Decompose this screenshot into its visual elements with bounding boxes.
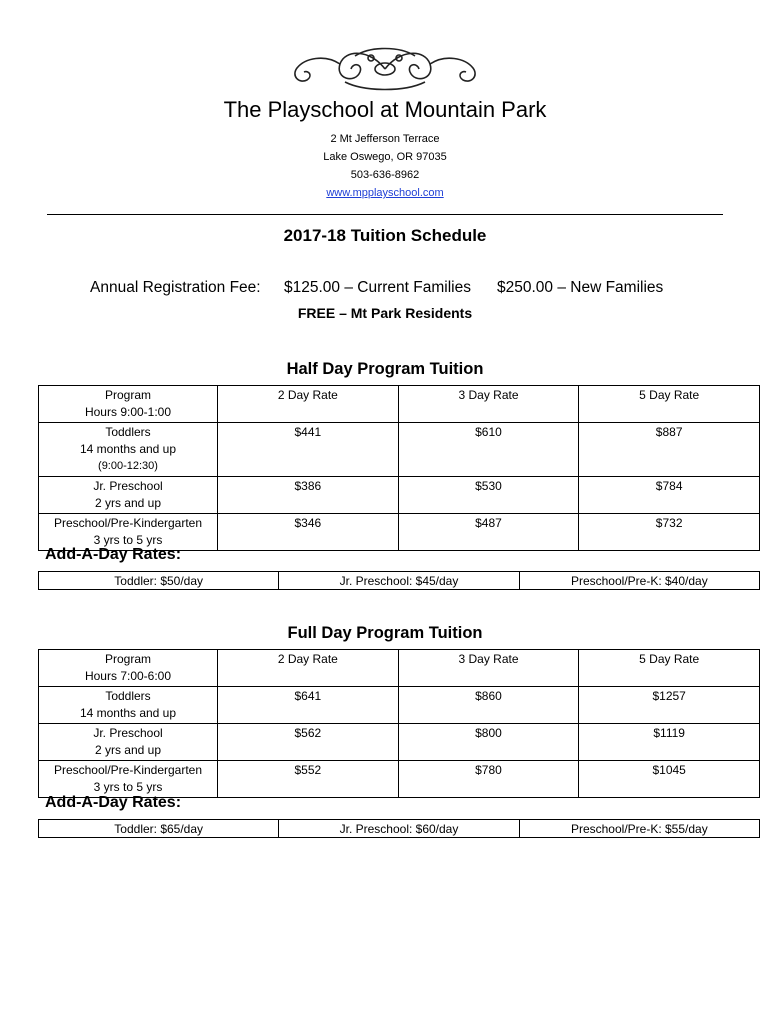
table-row	[39, 477, 760, 514]
rate-cell: $530	[398, 477, 579, 514]
column-header: 5 Day Rate	[579, 386, 760, 423]
column-header: 5 Day Rate	[579, 650, 760, 687]
program-age: 3 yrs to 5 yrs	[93, 780, 163, 794]
table-row	[39, 514, 760, 551]
table-row	[39, 423, 760, 477]
program-name: Toddlers	[105, 425, 151, 439]
rate-cell: $1257	[579, 687, 760, 724]
program-cell	[39, 477, 218, 514]
rate-cell: $780	[398, 761, 579, 798]
schedule-title: 2017-18 Tuition Schedule	[283, 226, 487, 245]
header-divider	[47, 214, 723, 215]
program-name: Jr. Preschool	[93, 726, 163, 740]
full-day-add-a-day-table	[38, 819, 760, 838]
program-cell	[39, 761, 218, 798]
table-row	[39, 572, 760, 590]
program-header-cell	[39, 650, 218, 687]
rate-cell: $552	[218, 761, 399, 798]
add-a-day-cell: Jr. Preschool: $60/day	[279, 820, 519, 838]
table-header-row	[39, 650, 760, 687]
half-day-tuition-table	[38, 385, 760, 551]
website-link[interactable]: www.mpplayschool.com	[326, 187, 444, 199]
rate-cell: $800	[398, 724, 579, 761]
rate-cell: $1119	[579, 724, 760, 761]
program-name: Toddlers	[105, 689, 151, 703]
add-a-day-cell: Jr. Preschool: $45/day	[279, 572, 519, 590]
rate-cell: $641	[218, 687, 399, 724]
add-a-day-cell: Preschool/Pre-K: $40/day	[519, 572, 759, 590]
program-header-cell	[39, 386, 218, 423]
column-header: 3 Day Rate	[398, 650, 579, 687]
address-line-1: 2 Mt Jefferson Terrace	[330, 133, 440, 145]
table-row	[39, 724, 760, 761]
rate-cell: $1045	[579, 761, 760, 798]
add-a-day-cell: Preschool/Pre-K: $55/day	[519, 820, 759, 838]
registration-fee-free: FREE – Mt Park Residents	[297, 305, 473, 321]
program-age: 14 months and up	[79, 706, 177, 720]
rate-cell: $887	[579, 423, 760, 477]
rate-cell: $346	[218, 514, 399, 551]
rate-cell: $860	[398, 687, 579, 724]
rate-cell: $487	[398, 514, 579, 551]
half-day-heading: Half Day Program Tuition	[286, 360, 484, 378]
column-header: 3 Day Rate	[398, 386, 579, 423]
registration-fee-label: Annual Registration Fee:	[90, 279, 261, 296]
table-row	[39, 687, 760, 724]
hours-label: Hours 9:00-1:00	[84, 405, 172, 419]
program-age: 2 yrs and up	[94, 743, 162, 757]
address-line-2: Lake Oswego, OR 97035	[323, 151, 447, 163]
full-day-heading: Full Day Program Tuition	[287, 624, 483, 642]
decorative-ornament-icon	[285, 44, 485, 94]
program-label: Program	[104, 388, 151, 402]
column-header: 2 Day Rate	[218, 650, 399, 687]
program-name: Preschool/Pre-Kindergarten	[53, 516, 203, 530]
rate-cell: $386	[218, 477, 399, 514]
rate-cell: $732	[579, 514, 760, 551]
program-name: Preschool/Pre-Kindergarten	[53, 763, 203, 777]
half-day-add-a-day-label: Add-A-Day Rates:	[45, 546, 182, 563]
table-header-row	[39, 386, 760, 423]
page-title: The Playschool at Mountain Park	[223, 97, 547, 122]
rate-cell: $562	[218, 724, 399, 761]
table-row	[39, 820, 760, 838]
program-cell	[39, 687, 218, 724]
registration-fee-new: $250.00 – New Families	[497, 279, 664, 296]
program-label: Program	[104, 652, 151, 666]
phone-number: 503-636-8962	[350, 169, 420, 181]
full-day-tuition-table	[38, 649, 760, 798]
full-day-add-a-day-label: Add-A-Day Rates:	[45, 794, 182, 811]
half-day-add-a-day-table	[38, 571, 760, 590]
program-note: (9:00-12:30)	[98, 460, 158, 472]
rate-cell: $441	[218, 423, 399, 477]
program-cell	[39, 514, 218, 551]
rate-cell: $610	[398, 423, 579, 477]
column-header: 2 Day Rate	[218, 386, 399, 423]
hours-label: Hours 7:00-6:00	[84, 669, 172, 683]
registration-fee-current: $125.00 – Current Families	[284, 279, 471, 296]
address-block	[0, 130, 770, 202]
program-cell	[39, 724, 218, 761]
program-age: 14 months and up	[79, 442, 177, 456]
program-age: 3 yrs to 5 yrs	[93, 533, 163, 547]
program-name: Jr. Preschool	[93, 479, 163, 493]
add-a-day-cell: Toddler: $65/day	[39, 820, 279, 838]
table-row	[39, 761, 760, 798]
program-age: 2 yrs and up	[94, 496, 162, 510]
add-a-day-cell: Toddler: $50/day	[39, 572, 279, 590]
program-cell	[39, 423, 218, 477]
rate-cell: $784	[579, 477, 760, 514]
